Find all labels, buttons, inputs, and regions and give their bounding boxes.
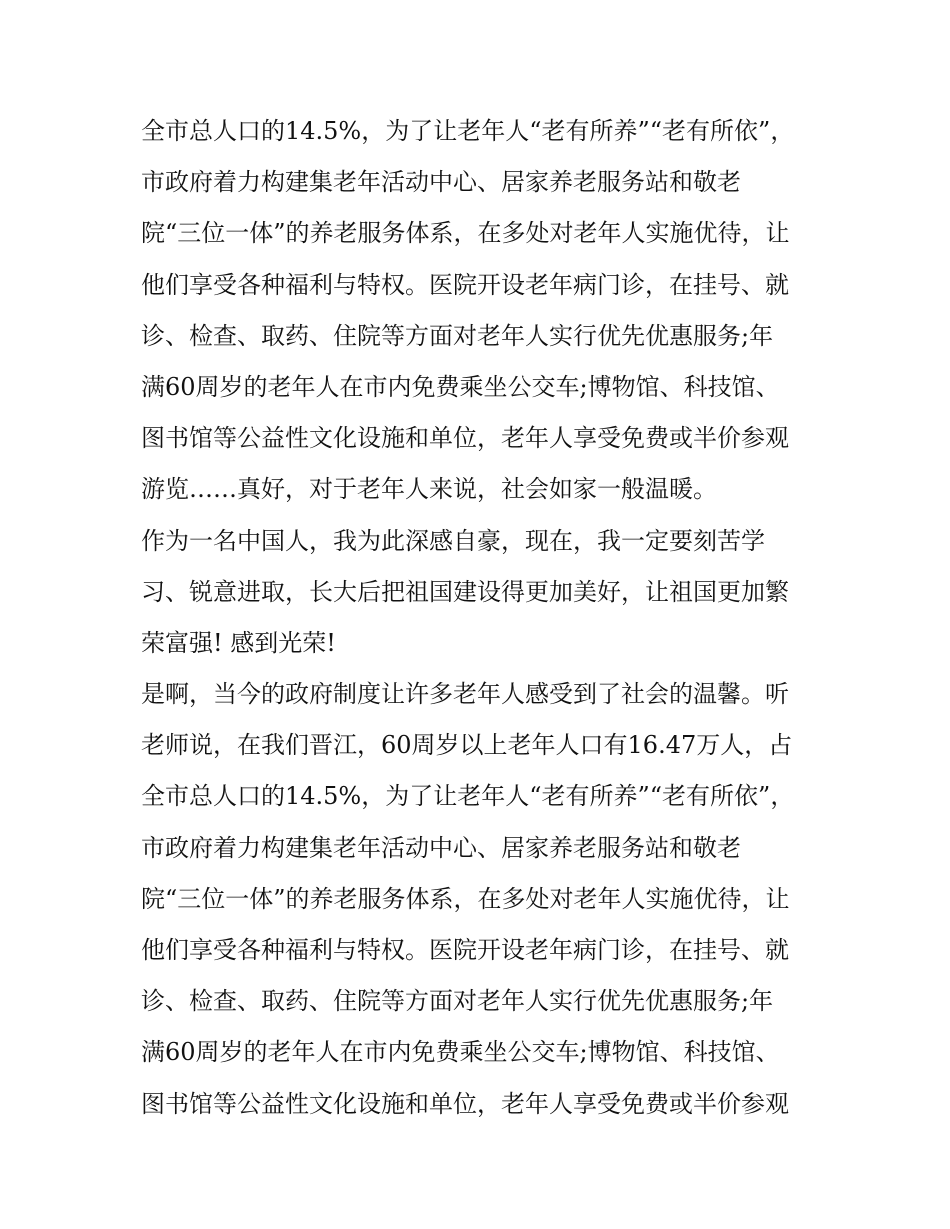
text-line: 老师说，在我们晋江，60周岁以上老年人口有16.47万人，占 — [141, 731, 793, 760]
text-line: 院“三位一体”的养老服务体系，在多处对老年人实施优待，让 — [141, 219, 790, 248]
text-line: 市政府着力构建集老年活动中心、居家养老服务站和敬老 — [141, 168, 741, 197]
text-line: 诊、检查、取药、住院等方面对老年人实行优先优惠服务;年 — [141, 321, 774, 350]
text-line: 他们享受各种福利与特权。医院开设老年病门诊，在挂号、就 — [141, 936, 789, 964]
text-line: 荣富强! 感到光荣! — [141, 628, 336, 657]
text-line: 全市总人口的14.5%，为了让老年人“老有所养”“老有所依”， — [141, 117, 795, 145]
text-line: 习、锐意进取，长大后把祖国建设得更加美好，让祖国更加繁 — [141, 577, 789, 606]
text-line: 诊、检查、取药、住院等方面对老年人实行优先优惠服务;年 — [141, 987, 774, 1016]
text-line: 是啊，当今的政府制度让许多老年人感受到了社会的温馨。听 — [141, 680, 789, 709]
text-line: 游览……真好，对于老年人来说，社会如家一般温暖。 — [141, 475, 717, 504]
text-line: 全市总人口的14.5%，为了让老年人“老有所养”“老有所依”， — [141, 782, 795, 811]
text-line: 图书馆等公益性文化设施和单位，老年人享受免费或半价参观 — [141, 424, 789, 453]
text-line: 作为一名中国人，我为此深感自豪，现在，我一定要刻苦学 — [141, 526, 765, 555]
text-line: 院“三位一体”的养老服务体系，在多处对老年人实施优待，让 — [141, 884, 790, 913]
body-text — [141, 106, 821, 1130]
text-line: 图书馆等公益性文化设施和单位，老年人享受免费或半价参观 — [141, 1089, 789, 1118]
text-line: 满60周岁的老年人在市内免费乘坐公交车;博物馆、科技馆、 — [141, 1038, 780, 1067]
text-line: 满60周岁的老年人在市内免费乘坐公交车;博物馆、科技馆、 — [141, 372, 780, 401]
text-line: 他们享受各种福利与特权。医院开设老年病门诊，在挂号、就 — [141, 270, 789, 299]
text-line: 市政府着力构建集老年活动中心、居家养老服务站和敬老 — [141, 833, 741, 862]
